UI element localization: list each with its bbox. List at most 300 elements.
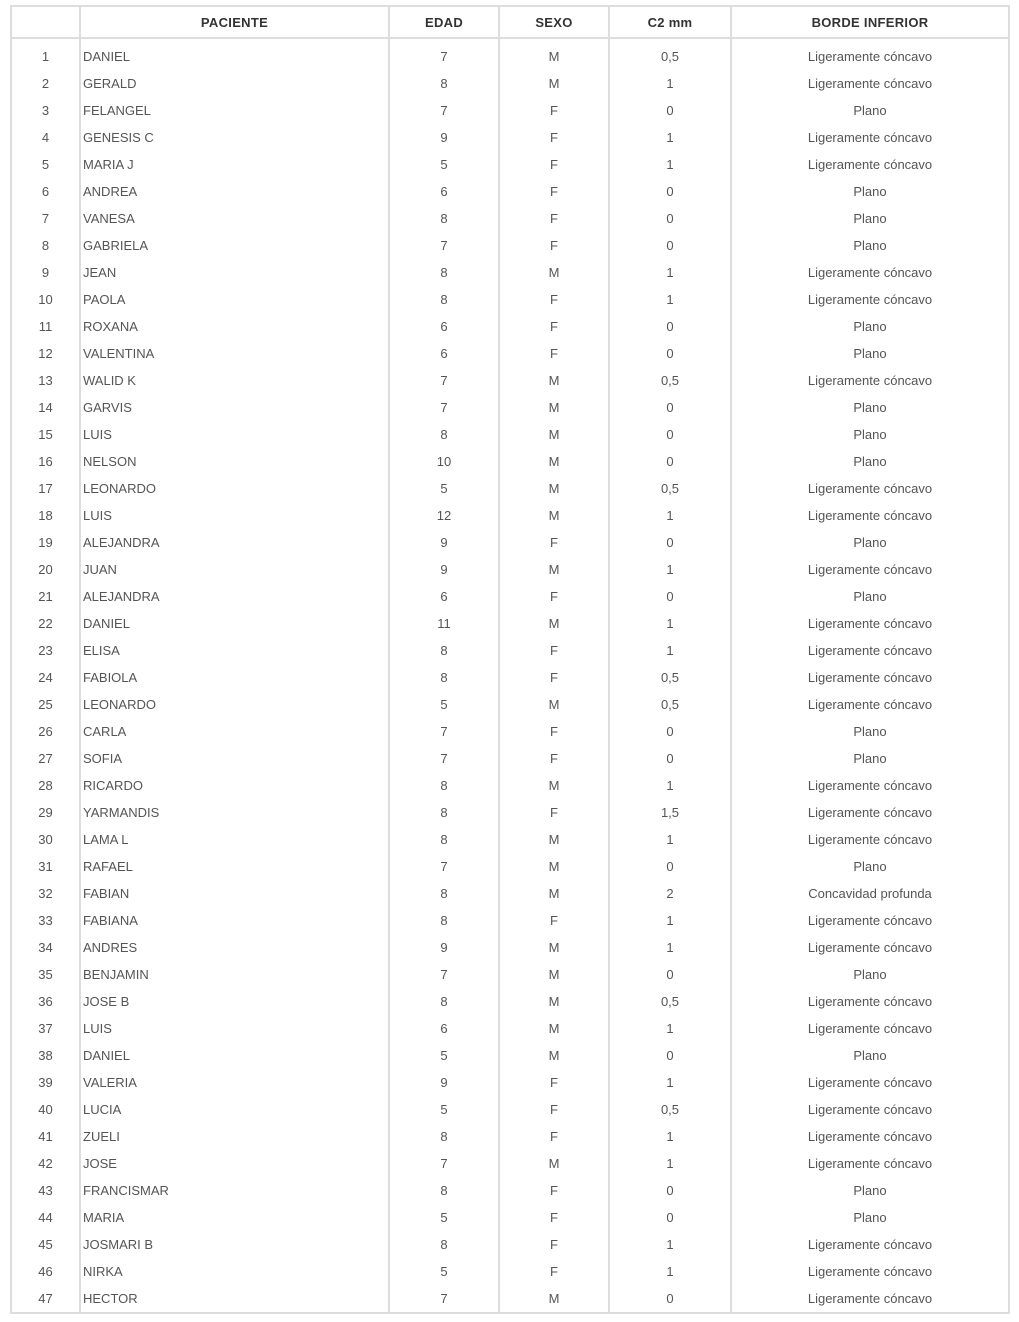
cell-paciente: ALEJANDRA — [80, 529, 389, 556]
table-row — [11, 961, 1009, 988]
cell-paciente: HECTOR — [80, 1285, 389, 1313]
cell-paciente: JOSMARI B — [80, 1231, 389, 1258]
cell-number: 37 — [11, 1015, 80, 1042]
cell-edad: 7 — [389, 394, 499, 421]
cell-edad: 9 — [389, 1069, 499, 1096]
cell-paciente: FRANCISMAR — [80, 1177, 389, 1204]
table-row — [11, 97, 1009, 124]
cell-number: 42 — [11, 1150, 80, 1177]
cell-edad: 8 — [389, 826, 499, 853]
table-row — [11, 124, 1009, 151]
table-row — [11, 691, 1009, 718]
cell-c2: 1 — [609, 502, 731, 529]
cell-number: 26 — [11, 718, 80, 745]
cell-number: 23 — [11, 637, 80, 664]
cell-edad: 9 — [389, 556, 499, 583]
cell-borde-inferior: Plano — [731, 313, 1009, 340]
cell-number: 11 — [11, 313, 80, 340]
cell-paciente: LAMA L — [80, 826, 389, 853]
cell-sexo: F — [499, 1069, 609, 1096]
cell-edad: 8 — [389, 259, 499, 286]
cell-number: 31 — [11, 853, 80, 880]
cell-c2: 0,5 — [609, 1096, 731, 1123]
cell-borde-inferior: Plano — [731, 853, 1009, 880]
table-row — [11, 232, 1009, 259]
cell-sexo: M — [499, 961, 609, 988]
cell-borde-inferior: Ligeramente cóncavo — [731, 475, 1009, 502]
cell-borde-inferior: Ligeramente cóncavo — [731, 934, 1009, 961]
table-row — [11, 421, 1009, 448]
cell-number: 6 — [11, 178, 80, 205]
cell-number: 36 — [11, 988, 80, 1015]
cell-c2: 0,5 — [609, 691, 731, 718]
table-row — [11, 475, 1009, 502]
cell-edad: 9 — [389, 934, 499, 961]
table-row — [11, 1150, 1009, 1177]
cell-paciente: FABIAN — [80, 880, 389, 907]
header-paciente: PACIENTE — [80, 6, 389, 38]
cell-borde-inferior: Ligeramente cóncavo — [731, 1231, 1009, 1258]
cell-c2: 0,5 — [609, 475, 731, 502]
cell-edad: 6 — [389, 340, 499, 367]
cell-paciente: NIRKA — [80, 1258, 389, 1285]
cell-paciente: LUCIA — [80, 1096, 389, 1123]
cell-c2: 2 — [609, 880, 731, 907]
cell-number: 18 — [11, 502, 80, 529]
cell-paciente: JEAN — [80, 259, 389, 286]
cell-number: 40 — [11, 1096, 80, 1123]
cell-c2: 0 — [609, 1042, 731, 1069]
cell-c2: 1 — [609, 1150, 731, 1177]
cell-borde-inferior: Ligeramente cóncavo — [731, 124, 1009, 151]
cell-paciente: VALERIA — [80, 1069, 389, 1096]
cell-borde-inferior: Ligeramente cóncavo — [731, 556, 1009, 583]
cell-sexo: F — [499, 340, 609, 367]
cell-sexo: F — [499, 1123, 609, 1150]
cell-sexo: M — [499, 502, 609, 529]
cell-sexo: F — [499, 799, 609, 826]
cell-sexo: F — [499, 151, 609, 178]
cell-paciente: JOSE B — [80, 988, 389, 1015]
cell-edad: 5 — [389, 151, 499, 178]
cell-borde-inferior: Ligeramente cóncavo — [731, 691, 1009, 718]
cell-number: 3 — [11, 97, 80, 124]
cell-paciente: FABIOLA — [80, 664, 389, 691]
cell-edad: 5 — [389, 475, 499, 502]
table-row — [11, 1177, 1009, 1204]
table-row — [11, 1096, 1009, 1123]
cell-edad: 8 — [389, 637, 499, 664]
cell-paciente: GABRIELA — [80, 232, 389, 259]
table-row — [11, 448, 1009, 475]
table-row — [11, 1069, 1009, 1096]
cell-paciente: LEONARDO — [80, 475, 389, 502]
table-row — [11, 610, 1009, 637]
cell-sexo: M — [499, 367, 609, 394]
cell-number: 25 — [11, 691, 80, 718]
cell-borde-inferior: Plano — [731, 718, 1009, 745]
cell-edad: 7 — [389, 232, 499, 259]
cell-borde-inferior: Plano — [731, 421, 1009, 448]
cell-number: 4 — [11, 124, 80, 151]
cell-c2: 1 — [609, 556, 731, 583]
cell-edad: 5 — [389, 1096, 499, 1123]
cell-number: 44 — [11, 1204, 80, 1231]
cell-paciente: CARLA — [80, 718, 389, 745]
cell-c2: 0,5 — [609, 664, 731, 691]
cell-paciente: DANIEL — [80, 38, 389, 70]
table-row — [11, 340, 1009, 367]
cell-number: 39 — [11, 1069, 80, 1096]
cell-c2: 0 — [609, 394, 731, 421]
cell-paciente: YARMANDIS — [80, 799, 389, 826]
cell-paciente: NELSON — [80, 448, 389, 475]
cell-c2: 0 — [609, 178, 731, 205]
cell-sexo: F — [499, 1231, 609, 1258]
cell-number: 45 — [11, 1231, 80, 1258]
cell-paciente: GARVIS — [80, 394, 389, 421]
cell-paciente: LUIS — [80, 502, 389, 529]
cell-edad: 8 — [389, 664, 499, 691]
cell-number: 22 — [11, 610, 80, 637]
table-row — [11, 988, 1009, 1015]
cell-sexo: F — [499, 583, 609, 610]
cell-c2: 1 — [609, 1123, 731, 1150]
cell-borde-inferior: Ligeramente cóncavo — [731, 367, 1009, 394]
cell-sexo: M — [499, 880, 609, 907]
cell-sexo: F — [499, 232, 609, 259]
cell-paciente: RICARDO — [80, 772, 389, 799]
cell-paciente: MARIA J — [80, 151, 389, 178]
cell-paciente: BENJAMIN — [80, 961, 389, 988]
cell-number: 20 — [11, 556, 80, 583]
table-row — [11, 1015, 1009, 1042]
table-row — [11, 529, 1009, 556]
cell-edad: 8 — [389, 799, 499, 826]
cell-sexo: F — [499, 664, 609, 691]
cell-c2: 1 — [609, 286, 731, 313]
cell-borde-inferior: Ligeramente cóncavo — [731, 1150, 1009, 1177]
cell-paciente: DANIEL — [80, 1042, 389, 1069]
cell-borde-inferior: Plano — [731, 340, 1009, 367]
cell-borde-inferior: Ligeramente cóncavo — [731, 826, 1009, 853]
table-row — [11, 772, 1009, 799]
cell-sexo: F — [499, 637, 609, 664]
cell-edad: 7 — [389, 1285, 499, 1313]
header-c2: C2 mm — [609, 6, 731, 38]
cell-paciente: SOFIA — [80, 745, 389, 772]
cell-borde-inferior: Plano — [731, 1204, 1009, 1231]
cell-c2: 0 — [609, 718, 731, 745]
cell-c2: 0 — [609, 961, 731, 988]
cell-c2: 0 — [609, 421, 731, 448]
cell-paciente: VANESA — [80, 205, 389, 232]
cell-c2: 0 — [609, 313, 731, 340]
cell-c2: 1 — [609, 1258, 731, 1285]
header-number — [11, 6, 80, 38]
cell-number: 46 — [11, 1258, 80, 1285]
cell-paciente: ANDRES — [80, 934, 389, 961]
cell-edad: 8 — [389, 772, 499, 799]
cell-borde-inferior: Ligeramente cóncavo — [731, 664, 1009, 691]
cell-number: 7 — [11, 205, 80, 232]
cell-sexo: F — [499, 1096, 609, 1123]
cell-edad: 9 — [389, 124, 499, 151]
cell-c2: 1,5 — [609, 799, 731, 826]
cell-edad: 7 — [389, 961, 499, 988]
cell-number: 21 — [11, 583, 80, 610]
cell-c2: 0,5 — [609, 367, 731, 394]
cell-borde-inferior: Ligeramente cóncavo — [731, 38, 1009, 70]
cell-edad: 8 — [389, 907, 499, 934]
cell-sexo: M — [499, 448, 609, 475]
cell-c2: 1 — [609, 1231, 731, 1258]
cell-paciente: ELISA — [80, 637, 389, 664]
cell-number: 41 — [11, 1123, 80, 1150]
table-row — [11, 205, 1009, 232]
cell-edad: 7 — [389, 97, 499, 124]
cell-number: 17 — [11, 475, 80, 502]
cell-sexo: M — [499, 259, 609, 286]
cell-number: 16 — [11, 448, 80, 475]
cell-edad: 7 — [389, 853, 499, 880]
cell-borde-inferior: Ligeramente cóncavo — [731, 502, 1009, 529]
table-row — [11, 826, 1009, 853]
cell-borde-inferior: Ligeramente cóncavo — [731, 1069, 1009, 1096]
cell-sexo: M — [499, 1285, 609, 1313]
cell-edad: 6 — [389, 1015, 499, 1042]
cell-edad: 9 — [389, 529, 499, 556]
cell-borde-inferior: Ligeramente cóncavo — [731, 907, 1009, 934]
cell-number: 10 — [11, 286, 80, 313]
cell-borde-inferior: Plano — [731, 745, 1009, 772]
cell-sexo: M — [499, 853, 609, 880]
cell-paciente: JOSE — [80, 1150, 389, 1177]
cell-borde-inferior: Ligeramente cóncavo — [731, 988, 1009, 1015]
cell-sexo: M — [499, 610, 609, 637]
table-row — [11, 286, 1009, 313]
cell-edad: 8 — [389, 1177, 499, 1204]
cell-edad: 10 — [389, 448, 499, 475]
cell-paciente: ALEJANDRA — [80, 583, 389, 610]
cell-edad: 8 — [389, 988, 499, 1015]
cell-sexo: F — [499, 124, 609, 151]
cell-number: 19 — [11, 529, 80, 556]
cell-sexo: F — [499, 313, 609, 340]
cell-edad: 7 — [389, 38, 499, 70]
cell-number: 28 — [11, 772, 80, 799]
cell-paciente: GERALD — [80, 70, 389, 97]
cell-borde-inferior: Ligeramente cóncavo — [731, 637, 1009, 664]
cell-edad: 5 — [389, 1258, 499, 1285]
cell-number: 43 — [11, 1177, 80, 1204]
table-row — [11, 1042, 1009, 1069]
cell-paciente: FELANGEL — [80, 97, 389, 124]
table-row — [11, 799, 1009, 826]
cell-number: 8 — [11, 232, 80, 259]
cell-c2: 0 — [609, 448, 731, 475]
cell-number: 14 — [11, 394, 80, 421]
cell-c2: 1 — [609, 637, 731, 664]
cell-sexo: M — [499, 394, 609, 421]
cell-c2: 1 — [609, 124, 731, 151]
cell-c2: 1 — [609, 70, 731, 97]
cell-borde-inferior: Plano — [731, 178, 1009, 205]
cell-sexo: F — [499, 907, 609, 934]
cell-number: 1 — [11, 38, 80, 70]
cell-c2: 1 — [609, 907, 731, 934]
table-row — [11, 1123, 1009, 1150]
cell-c2: 1 — [609, 610, 731, 637]
table-header — [11, 6, 1009, 38]
cell-c2: 0 — [609, 205, 731, 232]
cell-sexo: M — [499, 772, 609, 799]
cell-c2: 0 — [609, 340, 731, 367]
table-row — [11, 880, 1009, 907]
table-body — [11, 38, 1009, 1313]
cell-c2: 1 — [609, 1069, 731, 1096]
cell-c2: 0,5 — [609, 988, 731, 1015]
cell-sexo: F — [499, 745, 609, 772]
table-row — [11, 367, 1009, 394]
cell-paciente: ZUELI — [80, 1123, 389, 1150]
cell-sexo: F — [499, 1204, 609, 1231]
table-row — [11, 718, 1009, 745]
cell-edad: 6 — [389, 583, 499, 610]
cell-edad: 7 — [389, 745, 499, 772]
header-borde-inferior: BORDE INFERIOR — [731, 6, 1009, 38]
cell-paciente: LUIS — [80, 1015, 389, 1042]
cell-edad: 7 — [389, 718, 499, 745]
cell-paciente: PAOLA — [80, 286, 389, 313]
table-row — [11, 178, 1009, 205]
cell-c2: 0 — [609, 232, 731, 259]
table-row — [11, 853, 1009, 880]
cell-borde-inferior: Ligeramente cóncavo — [731, 1258, 1009, 1285]
cell-borde-inferior: Ligeramente cóncavo — [731, 259, 1009, 286]
table-row — [11, 637, 1009, 664]
cell-number: 35 — [11, 961, 80, 988]
cell-paciente: FABIANA — [80, 907, 389, 934]
cell-edad: 7 — [389, 1150, 499, 1177]
cell-c2: 1 — [609, 826, 731, 853]
cell-sexo: M — [499, 1150, 609, 1177]
table-row — [11, 583, 1009, 610]
cell-edad: 7 — [389, 367, 499, 394]
cell-c2: 0 — [609, 1204, 731, 1231]
cell-sexo: M — [499, 1042, 609, 1069]
cell-sexo: M — [499, 934, 609, 961]
cell-sexo: M — [499, 826, 609, 853]
cell-borde-inferior: Plano — [731, 1177, 1009, 1204]
table-row — [11, 38, 1009, 70]
cell-sexo: M — [499, 38, 609, 70]
table-row — [11, 1258, 1009, 1285]
cell-paciente: ROXANA — [80, 313, 389, 340]
cell-borde-inferior: Plano — [731, 232, 1009, 259]
cell-borde-inferior: Ligeramente cóncavo — [731, 799, 1009, 826]
cell-borde-inferior: Plano — [731, 961, 1009, 988]
table-row — [11, 907, 1009, 934]
cell-c2: 1 — [609, 259, 731, 286]
cell-edad: 5 — [389, 691, 499, 718]
table-row — [11, 1231, 1009, 1258]
cell-number: 12 — [11, 340, 80, 367]
cell-edad: 5 — [389, 1042, 499, 1069]
cell-c2: 0 — [609, 745, 731, 772]
cell-borde-inferior: Plano — [731, 448, 1009, 475]
cell-sexo: M — [499, 556, 609, 583]
cell-borde-inferior: Ligeramente cóncavo — [731, 610, 1009, 637]
cell-paciente: DANIEL — [80, 610, 389, 637]
cell-borde-inferior: Concavidad profunda — [731, 880, 1009, 907]
patient-table — [10, 5, 1010, 1314]
cell-c2: 0 — [609, 529, 731, 556]
cell-edad: 8 — [389, 1231, 499, 1258]
cell-number: 13 — [11, 367, 80, 394]
cell-paciente: JUAN — [80, 556, 389, 583]
cell-edad: 6 — [389, 313, 499, 340]
cell-number: 24 — [11, 664, 80, 691]
cell-number: 33 — [11, 907, 80, 934]
cell-c2: 0 — [609, 1177, 731, 1204]
cell-c2: 0 — [609, 853, 731, 880]
cell-sexo: F — [499, 1258, 609, 1285]
cell-number: 38 — [11, 1042, 80, 1069]
cell-edad: 6 — [389, 178, 499, 205]
cell-borde-inferior: Ligeramente cóncavo — [731, 772, 1009, 799]
cell-borde-inferior: Plano — [731, 1042, 1009, 1069]
cell-edad: 8 — [389, 880, 499, 907]
cell-c2: 1 — [609, 934, 731, 961]
table-row — [11, 745, 1009, 772]
cell-c2: 0 — [609, 97, 731, 124]
cell-borde-inferior: Ligeramente cóncavo — [731, 1285, 1009, 1313]
cell-sexo: M — [499, 1015, 609, 1042]
cell-sexo: M — [499, 691, 609, 718]
table-row — [11, 394, 1009, 421]
table-row — [11, 1285, 1009, 1313]
cell-borde-inferior: Plano — [731, 97, 1009, 124]
cell-sexo: F — [499, 205, 609, 232]
table-row — [11, 70, 1009, 97]
cell-borde-inferior: Plano — [731, 205, 1009, 232]
cell-edad: 12 — [389, 502, 499, 529]
cell-paciente: LUIS — [80, 421, 389, 448]
cell-edad: 8 — [389, 70, 499, 97]
cell-sexo: F — [499, 718, 609, 745]
cell-sexo: F — [499, 529, 609, 556]
cell-paciente: WALID K — [80, 367, 389, 394]
cell-number: 2 — [11, 70, 80, 97]
cell-edad: 8 — [389, 286, 499, 313]
cell-paciente: ANDREA — [80, 178, 389, 205]
cell-sexo: F — [499, 97, 609, 124]
cell-paciente: RAFAEL — [80, 853, 389, 880]
table-row — [11, 151, 1009, 178]
cell-sexo: M — [499, 70, 609, 97]
cell-edad: 8 — [389, 205, 499, 232]
cell-c2: 1 — [609, 151, 731, 178]
header-row — [11, 6, 1009, 38]
cell-number: 5 — [11, 151, 80, 178]
table-row — [11, 502, 1009, 529]
cell-paciente: MARIA — [80, 1204, 389, 1231]
cell-sexo: M — [499, 421, 609, 448]
table-row — [11, 259, 1009, 286]
patient-table-container — [10, 5, 1008, 1314]
cell-edad: 11 — [389, 610, 499, 637]
